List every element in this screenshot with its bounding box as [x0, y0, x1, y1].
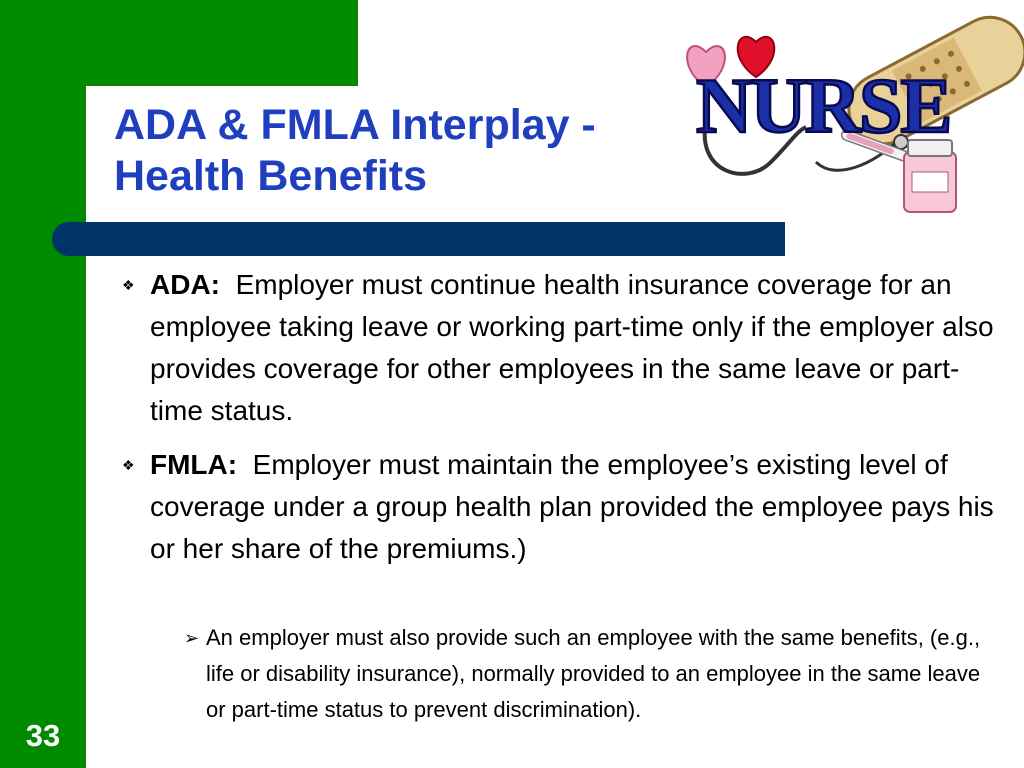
arrow-bullet-icon: ➢	[184, 628, 200, 648]
title-line-2: Health Benefits	[114, 152, 428, 200]
nurse-word: NURSE	[696, 62, 951, 149]
sub-bullet-benefits	[184, 620, 996, 728]
bullet-label: FMLA:	[150, 449, 238, 480]
top-green-block	[86, 0, 358, 86]
left-green-bar	[0, 0, 86, 768]
slide-title	[114, 100, 684, 202]
sub-bullet-text: An employer must also provide such an employee with the same benefits, (e.g., life or disability insurance), normally provided to an employee in the same leave or part-time status to prevent discrimination).	[206, 625, 981, 722]
bullet-text: Employer must continue health insurance coverage for an employee taking leave or working part-time only if the employer also provides coverage for other employees in the same leave or part-time status.	[150, 269, 994, 426]
nurse-clipart-icon	[676, 12, 1024, 222]
bullet-ada	[122, 264, 996, 432]
diamond-bullet-icon: ❖	[122, 277, 135, 293]
bullet-text: Employer must maintain the employee’s existing level of coverage under a group health plan provided the employee pays his or her share of the premiums.)	[150, 449, 994, 564]
page-number: 33	[25, 718, 61, 753]
title-divider-bar	[52, 222, 785, 256]
title-line-1: ADA & FMLA Interplay -	[114, 101, 596, 149]
bullet-fmla	[122, 444, 996, 570]
bullet-label: ADA:	[150, 269, 220, 300]
diamond-bullet-icon: ❖	[122, 457, 135, 473]
